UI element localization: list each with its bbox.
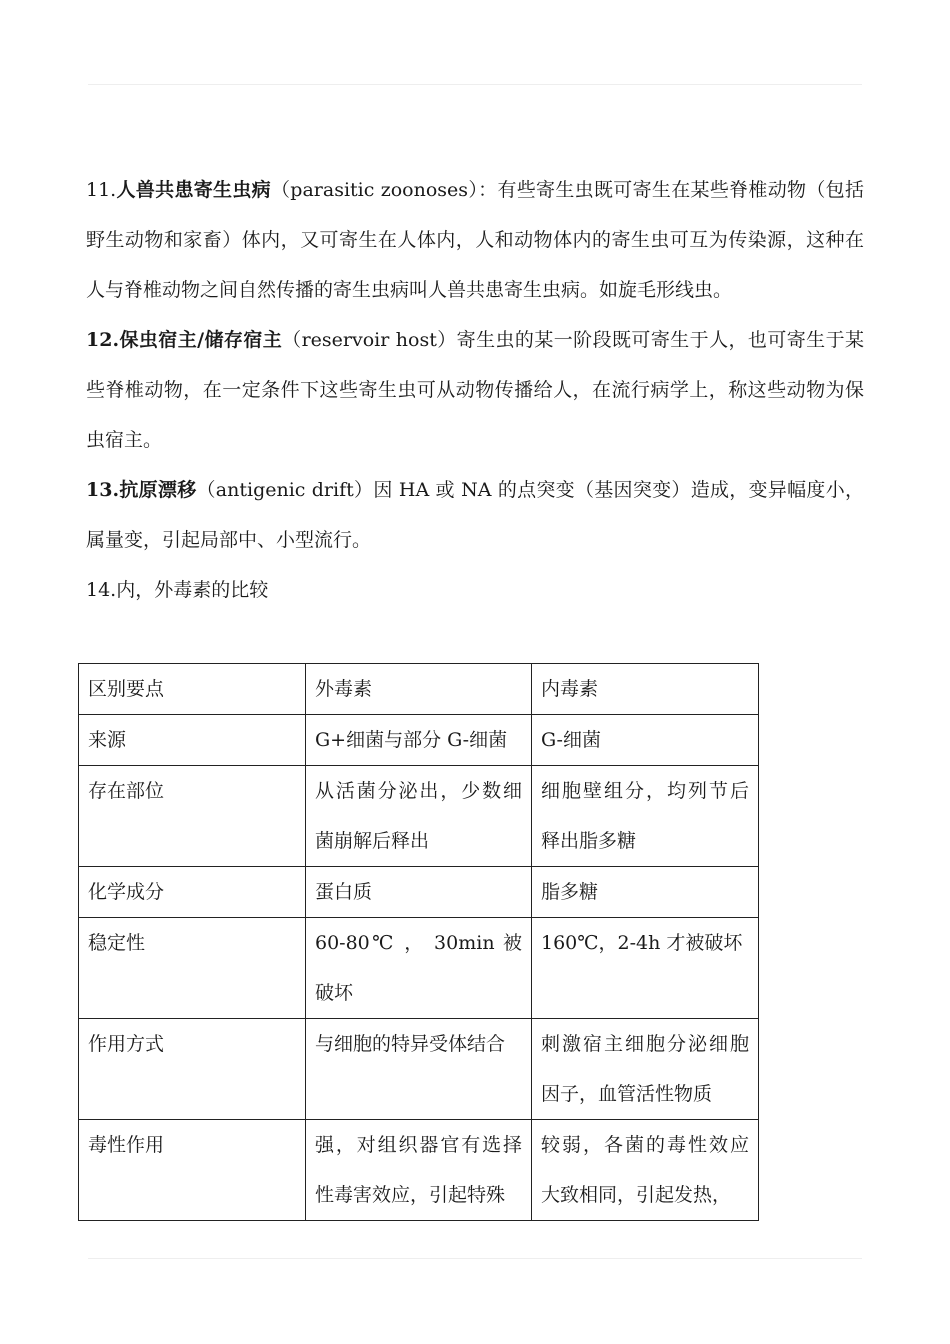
section-term: 保虫宿主/储存宿主: [119, 329, 283, 351]
table-cell: 160℃，2-4h 才被破坏: [532, 918, 759, 1019]
section-english-term: （reservoir host）: [282, 329, 457, 351]
table-cell: 60-80℃ ， 30min 被 破坏: [306, 918, 532, 1019]
table-cell: G+细菌与部分 G-细菌: [306, 715, 532, 766]
table-cell: 稳定性: [79, 918, 306, 1019]
toxin-comparison-table: [78, 663, 759, 1221]
table-title: 14.内，外毒素的比较: [86, 579, 269, 601]
table-cell: 与细胞的特异受体结合: [306, 1019, 532, 1120]
section-13: [86, 465, 864, 565]
table-row: [79, 1019, 759, 1120]
footer-rule: [88, 1258, 862, 1259]
section-body: 寄生虫的某一阶段既可寄生于人，也可寄生于某些脊椎动物，在一定条件下这些寄生虫可从动物传播给人，在流行病学上，称这些动物为保虫宿主。: [86, 329, 864, 451]
table-header-row: [79, 664, 759, 715]
table-cell: 作用方式: [79, 1019, 306, 1120]
table-cell: 脂多糖: [532, 867, 759, 918]
table-row: [79, 766, 759, 867]
table-row: [79, 918, 759, 1019]
table-cell: 来源: [79, 715, 306, 766]
document-body: [86, 165, 864, 615]
table-row: [79, 867, 759, 918]
section-term: 人兽共患寄生虫病: [116, 179, 271, 201]
section-body: 因 HA 或 NA 的点突变（基因突变）造成，变异幅度小，属量变，引起局部中、小型流行。: [86, 479, 864, 551]
header-rule: [88, 84, 862, 85]
table-cell: 化学成分: [79, 867, 306, 918]
table-cell: 细胞壁组分，均列节后释出脂多糖: [532, 766, 759, 867]
table-cell: 存在部位: [79, 766, 306, 867]
section-body: ：有些寄生虫既可寄生在某些脊椎动物（包括野生动物和家畜）体内，又可寄生在人体内，人和动物体内的寄生虫可互为传染源，这种在人与脊椎动物之间自然传播的寄生虫病叫人兽共患寄生虫病。如旋毛形线虫。: [86, 179, 864, 301]
section-12: [86, 315, 864, 465]
table-cell: 刺激宿主细胞分泌细胞因子，血管活性物质: [532, 1019, 759, 1120]
section-11: [86, 165, 864, 315]
table-cell: 蛋白质: [306, 867, 532, 918]
table-cell: 从活菌分泌出，少数细菌崩解后释出: [306, 766, 532, 867]
table-cell: 强，对组织器官有选择性毒害效应，引起特殊: [306, 1120, 532, 1221]
table-row: [79, 715, 759, 766]
table-cell: 毒性作用: [79, 1120, 306, 1221]
section-number: 12.: [86, 329, 120, 351]
table-cell: 较弱，各菌的毒性效应大致相同，引起发热，: [532, 1120, 759, 1221]
section-number: 13.: [86, 479, 120, 501]
section-english-term: （parasitic zoonoses）: [270, 179, 479, 201]
table-header-cell: 区别要点: [79, 664, 306, 715]
section-english-term: （antigenic drift）: [196, 479, 374, 501]
section-number: 11.: [86, 179, 117, 201]
table-cell: G-细菌: [532, 715, 759, 766]
table-header-cell: 内毒素: [532, 664, 759, 715]
table-header-cell: 外毒素: [306, 664, 532, 715]
table-row: [79, 1120, 759, 1221]
section-term: 抗原漂移: [119, 479, 197, 501]
